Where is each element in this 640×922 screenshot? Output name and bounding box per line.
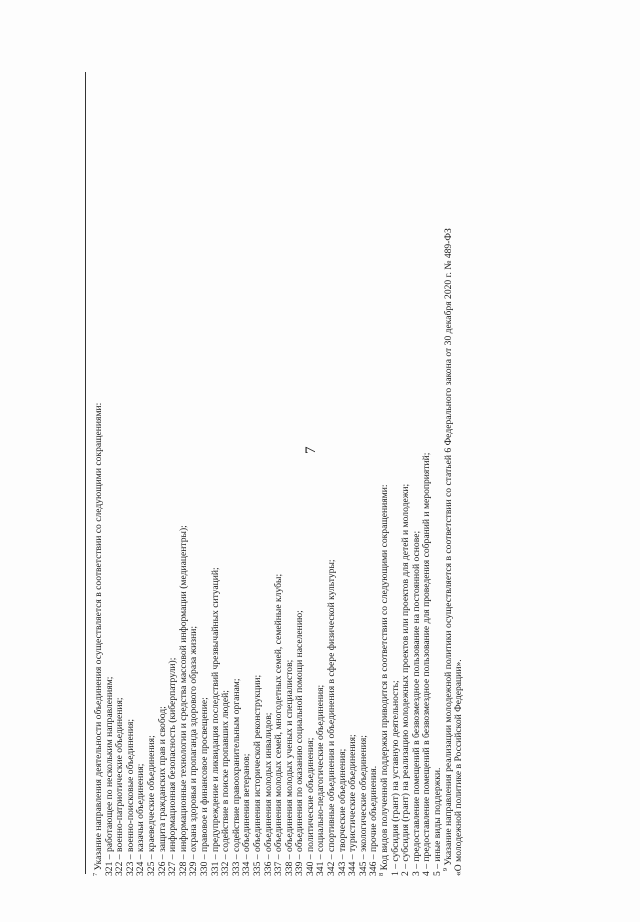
page-number: 7 <box>303 446 319 454</box>
footnote-9 <box>441 56 465 876</box>
footnote-list-item: 332 – содействие в поиске пропавших людей; <box>220 690 232 876</box>
footnote-list-item: 321 – работающее по нескольким направлениям; <box>103 676 115 876</box>
footnote-list-item: 1 – субсидия (грант) на уставную деятельность; <box>389 680 401 876</box>
footnote-list-item: 346 – прочие объединения. <box>368 765 380 876</box>
footnote-7 <box>91 56 380 876</box>
footnote-list-item: 3 – предоставление помещений в безвозмездное пользование на постоянной основе; <box>410 530 422 876</box>
footnote-marker: 7 <box>91 872 99 876</box>
footnote-7-list <box>105 56 380 876</box>
footnote-separator-line <box>85 72 86 874</box>
footnote-list-item: 329 – охрана здоровья и пропаганда здорового образа жизни; <box>188 625 200 876</box>
footnote-list-item: 340 – политические объединения; <box>304 737 316 876</box>
footnote-list-item: 336 – объединения молодых инвалидов; <box>262 712 274 876</box>
footnote-7-intro <box>91 56 105 876</box>
footnote-list-item: 330 – правовое и финансовое просвещение; <box>198 697 210 876</box>
footnote-list-item: 341 – социально-педагогические объединения; <box>315 684 327 876</box>
footnotes-block <box>91 56 465 876</box>
footnote-list-item: 327 – информационная безопасность (киберпатрули); <box>167 657 179 876</box>
footnote-8-list <box>391 56 444 876</box>
footnote-9-line-2: «О молодежной политике в Российской Федерации». <box>453 659 465 876</box>
footnote-list-item: 342 – спортивные объединения и объединения в сфере физической культуры; <box>326 559 338 876</box>
footnote-list-item: 4 – предоставление помещений в безвозмездное пользование для проведения собраний и мероприятий; <box>421 452 433 876</box>
footnote-8 <box>377 56 444 876</box>
footnote-text: Указание направления деятельности объединения осуществляется в соответствии со следующими сокращениями: <box>93 402 104 871</box>
footnote-list-item: 331 – предупреждение и ликвидация последствий чрезвычайных ситуаций; <box>209 567 221 876</box>
footnote-list-item: 344 – туристические объединения; <box>347 734 359 876</box>
footnote-list-item: 338 – объединения молодых ученых и специалистов; <box>283 659 295 876</box>
footnote-list-item: 2 – субсидия (грант) на реализацию молодежных проектов или проектов для детей и молодежи; <box>400 483 412 876</box>
footnote-list-item: 323 – военно-поисковые объединения; <box>124 718 136 876</box>
footnote-list-item: 334 – объединения ветеранов; <box>241 753 253 876</box>
footnote-marker: 9 <box>441 867 449 872</box>
footnote-list-item: 343 – творческие объединения; <box>336 748 348 876</box>
footnote-list-item: 345 – экологические объединения; <box>357 735 369 876</box>
footnote-list-item: 337 – объединения молодых семей, многодетных семей, семейные клубы; <box>273 573 285 876</box>
footnote-text: Код видов полученной поддержки приводится в соответствии со следующими сокращениями: <box>379 484 391 871</box>
footnote-list-item: 328 – информационные технологии и средства массовой информации (медиацентры); <box>177 525 189 876</box>
footnote-list-item: 322 – военно-патриотические объединения; <box>114 697 126 876</box>
footnote-list-item: 324 – казачьи объединения; <box>135 763 147 876</box>
footnote-text: Указание направления реализации молодежной политики осуществляется в соответствии со статьей 6 Федерального закона от 30 декабря 2020 г. № 489-ФЗ <box>442 228 454 866</box>
footnote-list-item: 5 – иные виды поддержки. <box>432 767 443 876</box>
footnote-list-item: 333 – содействие правоохранительным органам; <box>230 678 242 876</box>
footnote-list-item: 335 – объединения исторической реконструкции; <box>251 674 263 876</box>
footnote-list-item: 326 – защита гражданских прав и свобод; <box>156 706 168 876</box>
footnote-marker: 8 <box>377 872 385 876</box>
footnote-list-item: 325 – краеведческие объединения; <box>145 735 157 876</box>
footnote-list-item: 339 – объединения по оказанию социальной помощи населению; <box>294 610 306 876</box>
